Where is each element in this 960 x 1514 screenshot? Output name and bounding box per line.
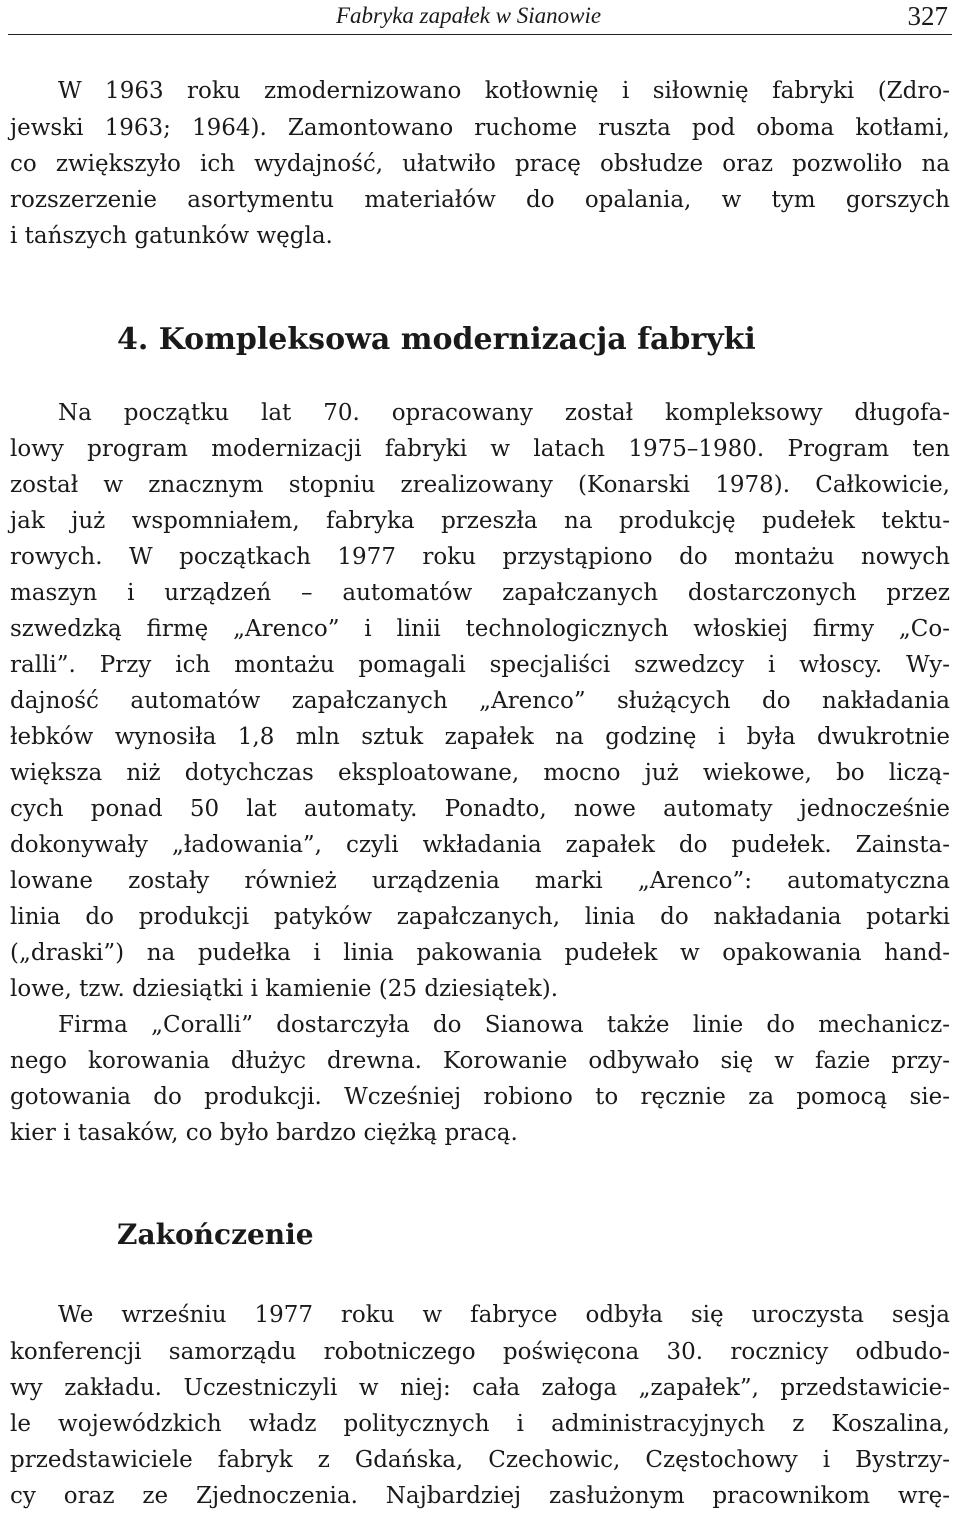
text-line: dajność automatów zapałczanych „Arenco” służących do nakładania bbox=[10, 688, 950, 714]
text-line: Na początku lat 70. opracowany został kompleksowy długofa- bbox=[58, 400, 950, 426]
text-line: le wojewódzkich władz politycznych i administracyjnych z Koszalina, bbox=[10, 1411, 950, 1437]
text-line: rowych. W początkach 1977 roku przystąpiono do montażu nowych bbox=[10, 544, 950, 570]
text-line: większa niż dotychczas eksploatowane, mocno już wiekowe, bo liczą- bbox=[10, 760, 950, 786]
section-heading: 4. Kompleksowa modernizacja fabryki bbox=[117, 322, 756, 357]
text-line: gotowania do produkcji. Wcześniej robiono to ręcznie za pomocą sie- bbox=[10, 1084, 950, 1110]
text-line: i tańszych gatunków węgla. bbox=[10, 223, 333, 249]
text-line: przedstawiciele fabryk z Gdańska, Czechowic, Częstochowy i Bystrzy- bbox=[10, 1447, 950, 1473]
text-line: kier i tasaków, co było bardzo ciężką pracą. bbox=[10, 1120, 518, 1146]
text-line: cych ponad 50 lat automaty. Ponadto, nowe automaty jednocześnie bbox=[10, 796, 950, 822]
text-line: Firma „Coralli” dostarczyła do Sianowa także linie do mechanicz- bbox=[58, 1012, 950, 1038]
text-line: rozszerzenie asortymentu materiałów do opalania, w tym gorszych bbox=[10, 187, 950, 213]
text-line: („draski”) na pudełka i linia pakowania pudełek w opakowania hand- bbox=[10, 940, 950, 966]
running-header bbox=[8, 0, 952, 35]
text-line: We wrześniu 1977 roku w fabryce odbyła się uroczysta sesja bbox=[58, 1302, 950, 1328]
text-line: W 1963 roku zmodernizowano kotłownię i siłownię fabryki (Zdro- bbox=[58, 78, 950, 104]
text-line: lowy program modernizacji fabryki w latach 1975–1980. Program ten bbox=[10, 436, 950, 462]
text-line: lowe, tzw. dziesiątki i kamienie (25 dziesiątek). bbox=[10, 976, 559, 1002]
text-line: jak już wspomniałem, fabryka przeszła na produkcję pudełek tektu- bbox=[10, 508, 950, 534]
text-line: lowane zostały również urządzenia marki „Arenco”: automatyczna bbox=[10, 868, 950, 894]
text-line: ralli”. Przy ich montażu pomagali specjaliści szwedzcy i włoscy. Wy- bbox=[10, 652, 950, 678]
text-line: łebków wynosiła 1,8 mln sztuk zapałek na godzinę i była dwukrotnie bbox=[10, 724, 950, 750]
text-line: maszyn i urządzeń – automatów zapałczanych dostarczonych przez bbox=[10, 580, 950, 606]
text-line: cy oraz ze Zjednoczenia. Najbardziej zasłużonym pracownikom wrę- bbox=[10, 1483, 950, 1509]
text-line: co zwiększyło ich wydajność, ułatwiło pracę obsłudze oraz pozwoliło na bbox=[10, 151, 950, 177]
text-line: linia do produkcji patyków zapałczanych, linia do nakładania potarki bbox=[10, 904, 950, 930]
text-line: dokonywały „ładowania”, czyli wkładania zapałek do pudełek. Zainsta- bbox=[10, 832, 950, 858]
text-line: jewski 1963; 1964). Zamontowano ruchome ruszta pod oboma kotłami, bbox=[10, 115, 950, 141]
page-number: 327 bbox=[907, 1, 948, 31]
text-line: konferencji samorządu robotniczego poświęcona 30. rocznicy odbudo- bbox=[10, 1339, 950, 1365]
text-line: nego korowania dłużyc drewna. Korowanie odbywało się w fazie przy- bbox=[10, 1048, 950, 1074]
conclusion-heading: Zakończenie bbox=[117, 1218, 314, 1251]
text-line: został w znacznym stopniu zrealizowany (Konarski 1978). Całkowicie, bbox=[10, 472, 950, 498]
text-line: wy zakładu. Uczestniczyli w niej: cała załoga „zapałek”, przedstawicie- bbox=[10, 1375, 950, 1401]
text-line: szwedzką firmę „Arenco” i linii technologicznych włoskiej firmy „Co- bbox=[10, 616, 950, 642]
running-title: Fabryka zapałek w Sianowie bbox=[336, 3, 602, 28]
